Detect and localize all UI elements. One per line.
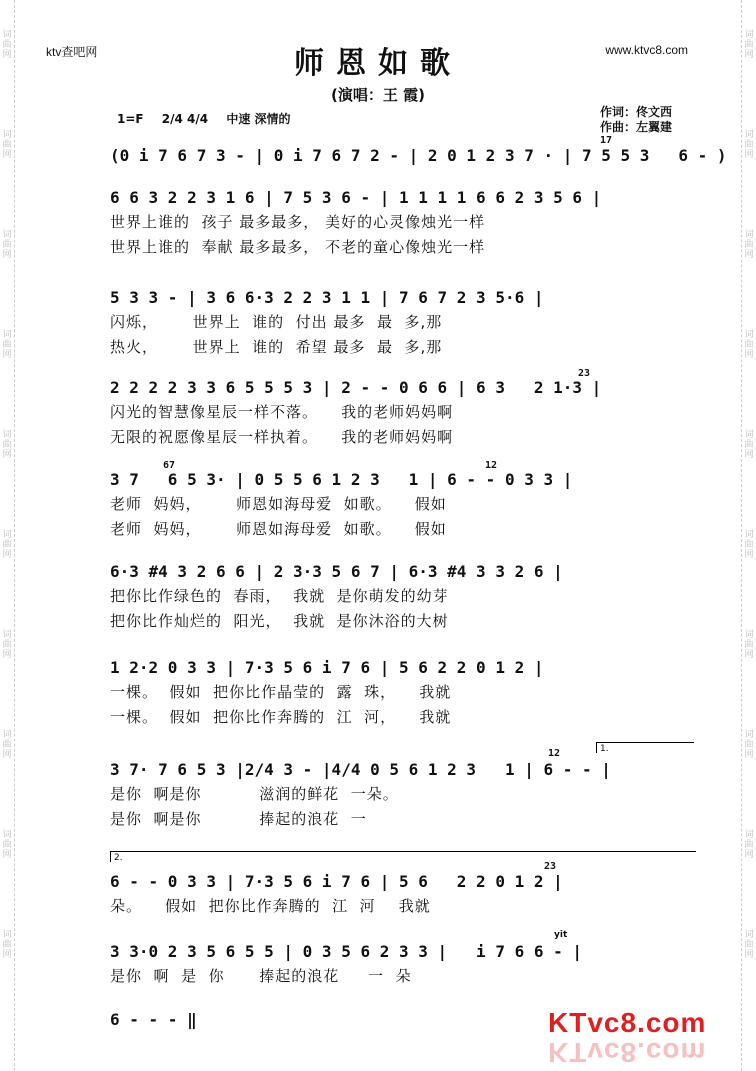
side-watermark: 词 曲 网 — [744, 230, 754, 260]
side-watermark: 词 曲 网 — [2, 730, 12, 760]
lyric-line-2: 把你比作灿烂的 阳光， 我就 是你沐浴的大树 — [110, 612, 449, 630]
score-system — [110, 468, 692, 542]
site-logo-reflection: KTvc8.com — [548, 1037, 707, 1068]
score-system — [110, 144, 727, 168]
lyric-line-1: 世界上谁的 孩子 最多最多， 美好的心灵像烛光一样 — [110, 213, 486, 231]
score-system — [110, 376, 692, 450]
lyric-line-1: 是你 啊是你 滋润的鲜花 一朵。 — [110, 785, 399, 803]
first-ending-bracket: 1. — [596, 742, 694, 753]
side-watermark: 词 曲 网 — [744, 930, 754, 960]
side-watermark: 词 曲 网 — [744, 630, 754, 660]
lyric-line-1: 老师 妈妈， 师恩如海母爱 如歌。 假如 — [110, 495, 447, 513]
notation-line: 1 2·2 0 3 3 | 7·3 5 6 i 7 6 | 5 6 2 2 0 1 2 | — [110, 658, 544, 677]
lyric-line-2: 一棵。 假如 把你比作奔腾的 江 河， 我就 — [110, 708, 452, 726]
grace-note: 23 — [578, 368, 591, 379]
notation-line: 5 3 3 - | 3 6 6·3 2 2 3 1 1 | 7 6 7 2 3 5·6 | — [110, 288, 544, 307]
notation-line: 3 3·0 2 3 5 6 5 5 | 0 3 5 6 2 3 3 | i 7 6 6 - | — [110, 942, 583, 961]
notation-line: 6 - - - ‖ — [110, 1010, 197, 1029]
notation-line: 6 6 3 2 2 3 1 6 | 7 5 3 6 - | 1 1 1 1 6 6 2 3 5 6 | — [110, 188, 602, 207]
grace-note: 12 — [548, 748, 561, 759]
side-watermark: 词 曲 网 — [2, 230, 12, 260]
left-margin-strip — [0, 0, 15, 1071]
grace-note: 17 — [600, 135, 613, 146]
lyric-line-2: 世界上谁的 奉献 最多最多， 不老的童心像烛光一样 — [110, 238, 486, 256]
side-watermark: 词 曲 网 — [2, 430, 12, 460]
notation-line: 3 7 6 5 3· | 0 5 5 6 1 2 3 1 | 6 - - 0 3 3 | — [110, 470, 573, 489]
side-watermark: 词 曲 网 — [744, 530, 754, 560]
lyric-line-1: 是你 啊 是 你 捧起的浪花 一 朵 — [110, 967, 412, 985]
right-margin-strip — [741, 0, 756, 1071]
side-watermark: 词 曲 网 — [2, 630, 12, 660]
side-watermark: 词 曲 网 — [2, 930, 12, 960]
time-signature: 2/4 4/4 — [161, 112, 209, 126]
tempo-marking: 中速 深情的 — [226, 112, 291, 126]
side-watermark: 词 曲 网 — [2, 130, 12, 160]
score-system — [110, 560, 692, 634]
notation-line: 3 7· 7 6 5 3 |2/4 3 - |4/4 0 5 6 1 2 3 1 | 6 - - | — [110, 760, 611, 779]
notation-line: 6·3 #4 3 2 6 6 | 2 3·3 5 6 7 | 6·3 #4 3 3 2 6 | — [110, 562, 563, 581]
grace-note: 67 — [163, 460, 176, 471]
site-logo: KTvc8.com — [548, 1007, 707, 1038]
score-system — [110, 186, 692, 260]
side-watermark: 词 曲 网 — [2, 830, 12, 860]
site-name: ktv查吧网 — [46, 45, 98, 59]
side-watermark: 词 曲 网 — [744, 30, 754, 60]
lyric-line-2: 老师 妈妈， 师恩如海母爱 如歌。 假如 — [110, 520, 447, 538]
score-system — [110, 940, 692, 989]
lyric-line-1: 把你比作绿色的 春雨， 我就 是你萌发的幼芽 — [110, 587, 449, 605]
performer: (演唱：王 霞) — [331, 86, 425, 104]
lyric-line-2: 无限的祝愿像星辰一样执着。 我的老师妈妈啊 — [110, 428, 454, 446]
song-title: 师恩如歌 — [294, 46, 462, 81]
score-system — [110, 286, 692, 360]
side-watermark: 词 曲 网 — [744, 130, 754, 160]
lyric-line-1: 一棵。 假如 把你比作晶莹的 露 珠， 我就 — [110, 683, 452, 701]
grace-note: 23 — [544, 861, 557, 872]
score-system — [110, 758, 692, 832]
lyric-line-2: 热火， 世界上 谁的 希望 最多 最 多,那 — [110, 338, 443, 356]
grace-note: 12 — [485, 460, 498, 471]
lyric-line-1: 闪烁， 世界上 谁的 付出 最多 最 多,那 — [110, 313, 443, 331]
side-watermark: 词 曲 网 — [2, 30, 12, 60]
side-watermark: 词 曲 网 — [2, 330, 12, 360]
lyric-line-1: 朵。 假如 把你比作奔腾的 江 河 我就 — [110, 897, 431, 915]
score-system — [110, 870, 692, 919]
side-watermark: 词 曲 网 — [744, 330, 754, 360]
side-watermark: 词 曲 网 — [2, 530, 12, 560]
side-watermark: 词 曲 网 — [744, 830, 754, 860]
notation-line: 6 - - 0 3 3 | 7·3 5 6 i 7 6 | 5 6 2 2 0 1 2 | — [110, 872, 563, 891]
annotation-yit: yit — [554, 930, 568, 940]
side-watermark: 词 曲 网 — [744, 730, 754, 760]
site-url: www.ktvc8.com — [605, 43, 688, 57]
composer-credit: 作曲：左翼建 — [600, 120, 673, 134]
side-watermark: 词 曲 网 — [744, 430, 754, 460]
lyric-line-2: 是你 啊是你 捧起的浪花 一 — [110, 810, 367, 828]
key-signature: 1=F — [117, 112, 144, 126]
second-ending-bracket: 2. — [110, 851, 696, 862]
notation-line: 2 2 2 2 3 3 6 5 5 5 3 | 2 - - 0 6 6 | 6 3 2 1·3 | — [110, 378, 602, 397]
score-meta — [117, 110, 305, 127]
lyricist-credit: 作词：佟文西 — [600, 105, 673, 119]
score-system — [110, 656, 692, 730]
notation-line: (0 i 7 6 7 3 - | 0 i 7 6 7 2 - | 2 0 1 2 3 7 · | 7 5 5 3 6 - ) — [110, 146, 727, 165]
lyric-line-1: 闪光的智慧像星辰一样不落。 我的老师妈妈啊 — [110, 403, 454, 421]
